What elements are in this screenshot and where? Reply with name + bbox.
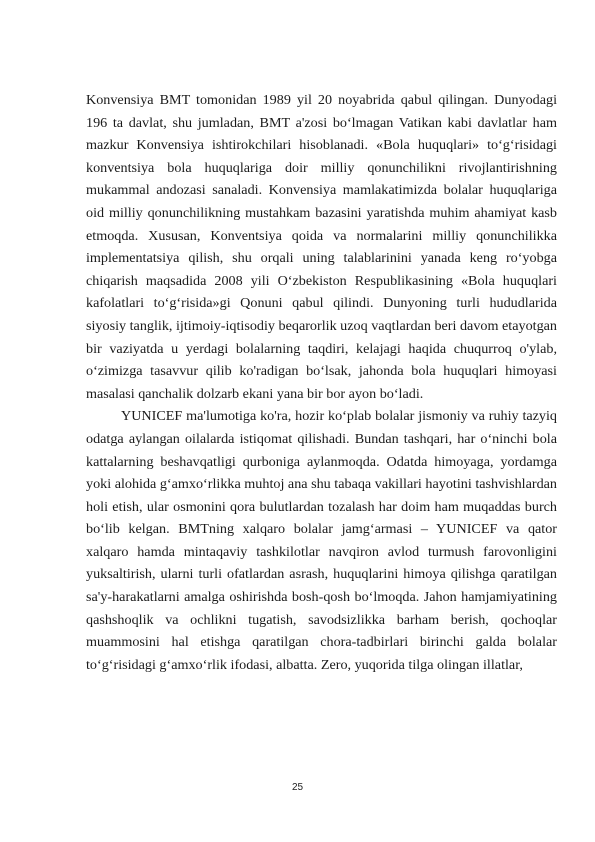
paragraph-unicef: YUNICEF ma'lumotiga ko'ra, hozir ko‘plab bolalar jismoniy va ruhiy tazyiq odatga aylangan oilalarda istiqomat qilishadi. Bundan tashqari, har o‘ninchi bola kattalarning beshavqatligi qurboniga aylanmoqda. Odatda himoyaga, yordamga yoki alohida g‘amxo‘rlikka muhtoj ana shu tabaqa vakillari hayotini tashvishlardan holi etish, ular osmonini qora bulutlardan tozalash har doim ham muqaddas burch bo‘lib kelgan. BMTning xalqaro bolalar jamg‘armasi – YUNICEF va qator xalqaro hamda mintaqaviy tashkilotlar navqiron avlod turmush farovonligini yuksaltirish, ularni turli ofatlardan asrash, huquqlarini himoya qilishga qaratilgan sa'y-harakatlarni amalga oshirishda bosh-qosh bo‘lmoqda. Jahon hamjamiyatining qashshoqlik va ochlikni tugatish, savodsizlikka barham berish, qochoqlar muammosini hal etishga qaratilgan chora-tadbirlari birinchi galda bolalar to‘g‘risidagi g‘amxo‘rlik ifodasi, albatta. Zero, yuqorida tilga olingan illatlar,	[86, 408, 557, 673]
body-text	[86, 89, 557, 676]
page-number: 25	[291, 782, 304, 793]
paragraph-convention: Konvensiya BMT tomonidan 1989 yil 20 noyabrida qabul qilingan. Dunyodagi 196 ta davlat, shu jumladan, BMT a'zosi bo‘lmagan Vatikan kabi davlatlar ham mazkur Konvensiya ishtirokchilari hisoblanadi. «Bola huquqlari» to‘g‘risidagi konventsiya bola huquqlariga doir milliy qonunchilikni rivojlantirishning mukammal andozasi sanaladi. Konvensiya mamlakatimizda bolalar huquqlariga oid milliy qonunchilikning mustahkam bazasini yaratishda muhim ahamiyat kasb etmoqda. Xususan, Konventsiya qoida va normalarini milliy qonunchilikka implementatsiya qilish, shu orqali uning talablarinini yanada keng ro‘yobga chiqarish maqsadida 2008 yili O‘zbekiston Respublikasining «Bola huquqlari kafolatlari to‘g‘risida»gi Qonuni qabul qilindi. Dunyoning turli hududlarida siyosiy tanglik, ijtimoiy-iqtisodiy beqarorlik uzoq vaqtlardan beri davom etayotgan bir vaziyatda u yerdagi bolalarning taqdiri, kelajagi haqida chuqurroq o'ylab, o‘zimizga tasavvur qilib ko'radigan bo‘lsak, jahonda bola huquqlari himoyasi masalasi qanchalik dolzarb ekani yana bir bor ayon bo‘ladi.	[86, 92, 557, 402]
